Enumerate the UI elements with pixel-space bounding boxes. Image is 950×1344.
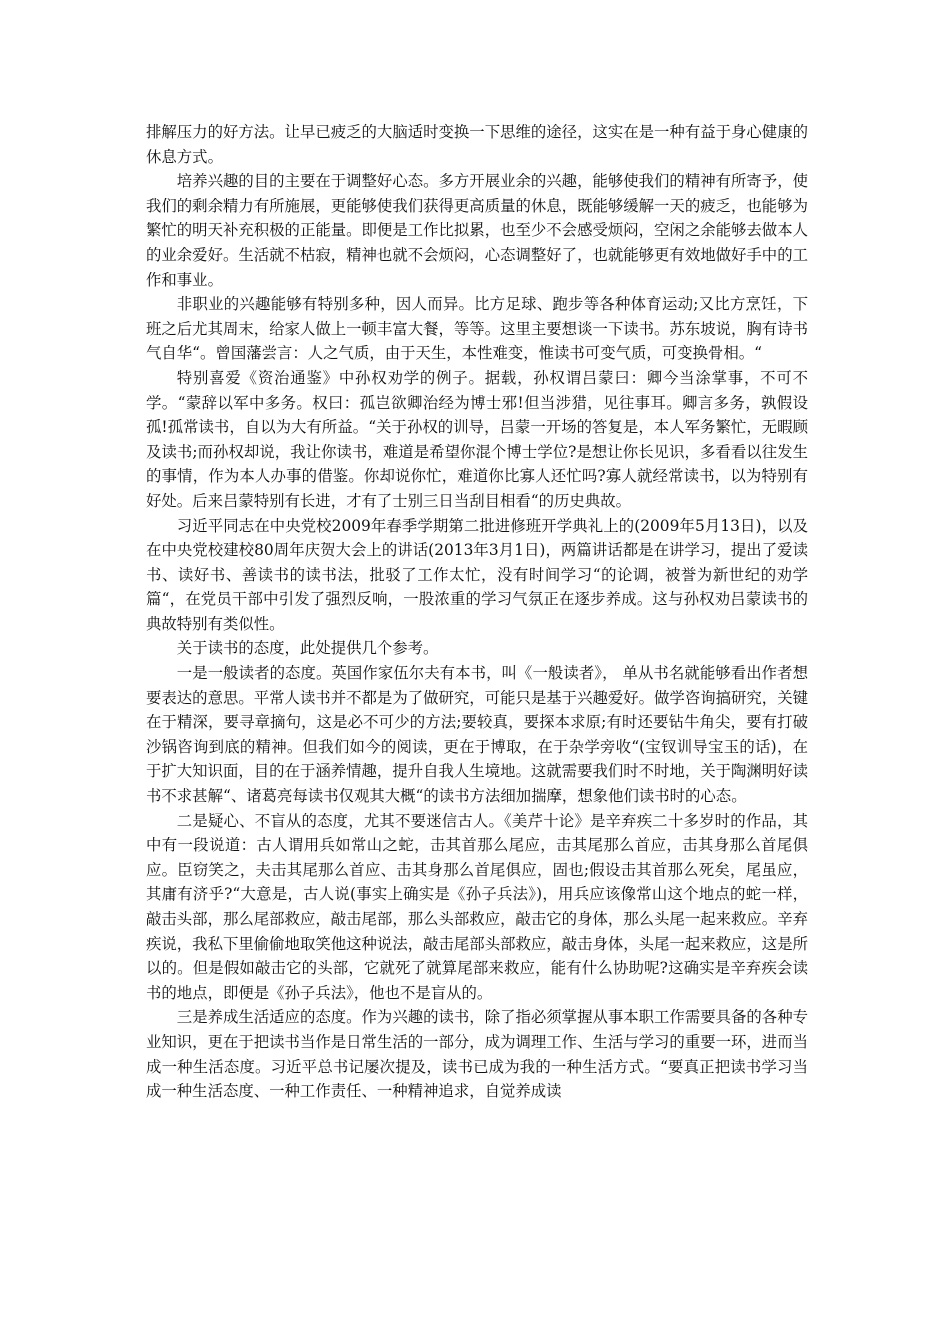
paragraph: 二是疑心、不盲从的态度，尤其不要迷信古人。《美芹十论》是辛弃疾二十多岁时的作品，其中有一段说道：古人谓用兵如常山之蛇，击其首那么尾应，击其尾那么首应，击其身那么首尾俱应。臣窃笑之，夫击其尾那么首应、击其身那么首尾俱应，固也;假设击其首那么死矣，尾虽应，其庸有济乎?“大意是，古人说(事实上确实是《孙子兵法》)，用兵应该像常山这个地点的蛇一样，敲击头部，那么尾部救应，敲击尾部，那么头部救应，敲击它的身体，那么头尾一起来救应。辛弃疾说，我私下里偷偷地取笑他这种说法，敲击尾部头部救应，敲击身体，头尾一起来救应，这是所以的。但是假如敲击它的头部，它就死了就算尾部来救应，能有什么协助呢?这确实是辛弃疾会读书的地点，即便是《孙子兵法》，他也不是盲从的。 (146, 811, 808, 1002)
paragraph: 三是养成生活适应的态度。作为兴趣的读书，除了指必须掌握从事本职工作需要具备的各种专业知识，更在于把读书当作是日常生活的一部分，成为调理工作、生活与学习的重要一环，进而当成一种生活态度。习近平总书记屡次提及，读书已成为我的一种生活方式。“要真正把读书学习当成一种生活态度、一种工作责任、一种精神追求，自觉养成读 (146, 1008, 808, 1101)
paragraph: 习近平同志在中央党校2009年春季学期第二批进修班开学典礼上的(2009年5月13日)，以及在中央党校建校80周年庆贺大会上的讲话(2013年3月1日)，两篇讲话都是在讲学习，提出了爱读书、读好书、善读书的读书法，批驳了工作太忙，没有时间学习“的论调，被誉为新世纪的劝学篇“，在党员干部中引发了强烈反响，一股浓重的学习气氛正在逐步养成。这与孙权劝吕蒙读书的典故特别有类似性。 (146, 516, 808, 633)
article-body (146, 120, 808, 1104)
paragraph: 一是一般读者的态度。英国作家伍尔夫有本书，叫《一般读者》， 单从书名就能够看出作者想要表达的意思。平常人读书并不都是为了做研究，可能只是基于兴趣爱好。做学咨询搞研究，关键在于精深，要寻章摘句，这是必不可少的方法;要较真，要探本求原;有时还要钻牛角尖，要有打破沙锅咨询到底的精神。但我们如今的阅读，更在于博取，在于杂学旁收“(宝钗训导宝玉的话)，在于扩大知识面，目的在于涵养情趣，提升自我人生境地。这就需要我们时不时地，关于陶渊明好读书不求甚解“、诸葛亮每读书仅观其大概“的读书方法细加揣摩，想象他们读书时的心态。 (146, 664, 808, 806)
paragraph: 关于读书的态度，此处提供几个参考。 (176, 639, 439, 658)
paragraph: 培养兴趣的目的主要在于调整好心态。多方开展业余的兴趣，能够使我们的精神有所寄予，使我们的剩余精力有所施展，更能够使我们获得更高质量的休息，既能够缓解一天的疲乏，也能够为繁忙的明天补充积极的正能量。即便是工作比拟累，也至少不会感受烦闷，空闲之余能够去做本人的业余爱好。生活就不枯寂，精神也就不会烦闷，心态调整好了，也就能够更有效地做好手中的工作和事业。 (146, 172, 808, 289)
paragraph: 非职业的兴趣能够有特别多种，因人而异。比方足球、跑步等各种体育运动;又比方烹饪，下班之后尤其周末，给家人做上一顿丰富大餐，等等。这里主要想谈一下读书。苏东坡说，胸有诗书气自华“。曾国藩尝言：人之气质，由于天生，本性难变，惟读书可变气质，可变换骨相。“ (146, 295, 808, 363)
paragraph: 特别喜爱《资治通鉴》中孙权劝学的例子。据载，孙权谓吕蒙曰：卿今当涂掌事，不可不学。“蒙辞以军中多务。权曰：孤岂欲卿治经为博士邪!但当涉猎，见往事耳。卿言多务，孰假设孤!孤常读书，自以为大有所益。“关于孙权的训导，吕蒙一开场的答复是，本人军务繁忙，无暇顾及读书;而孙权却说，我让你读书，难道是希望你混个博士学位?是想让你长见识，多看看以往发生的事情，作为本人办事的借鉴。你却说你忙，难道你比寡人还忙吗?寡人就经常读书，以为特别有好处。后来吕蒙特别有长进，才有了士别三日当刮目相看“的历史典故。 (146, 368, 808, 510)
paragraph-continuation: 排解压力的好方法。让早已疲乏的大脑适时变换一下思维的途径，这实在是一种有益于身心健康的休息方式。 (146, 123, 808, 166)
